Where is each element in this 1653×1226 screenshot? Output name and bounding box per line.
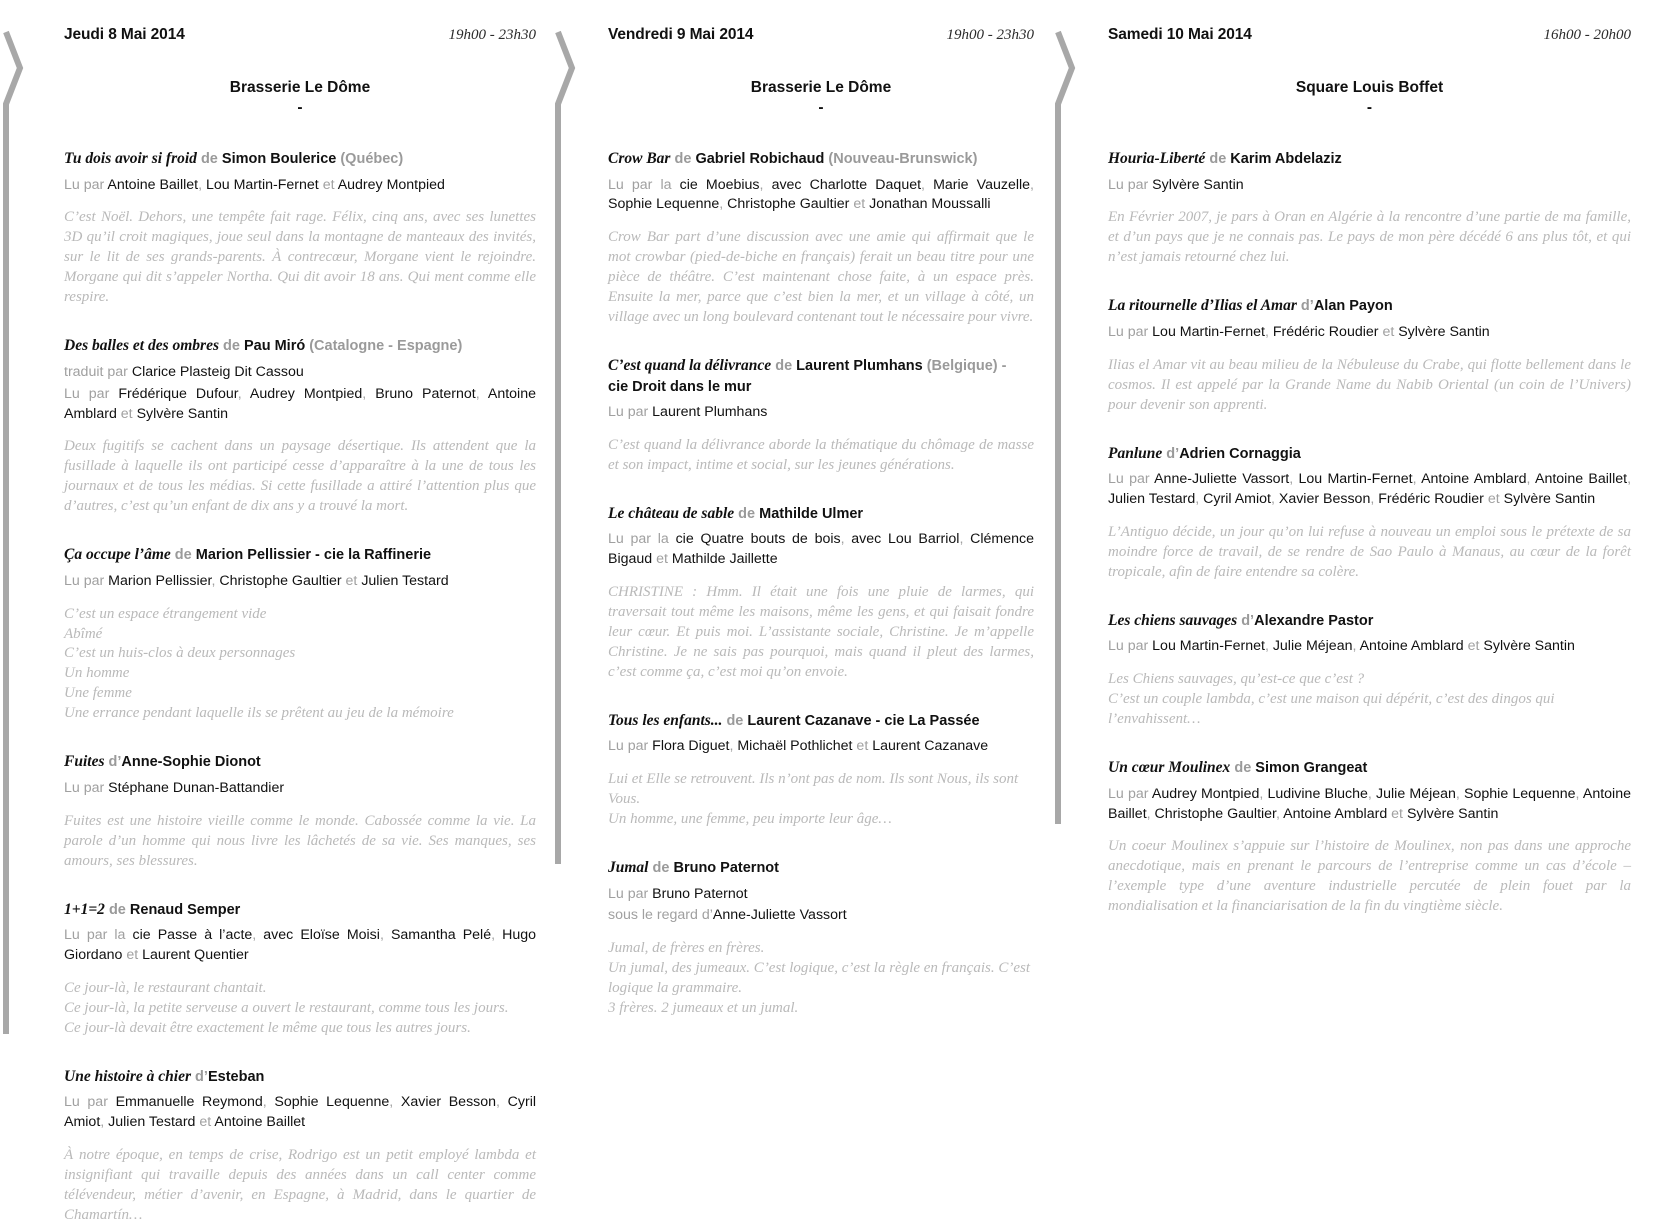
venue-dash: - [297,98,303,116]
entry-author: Adrien Cornaggia [1179,445,1301,462]
synopsis-line: Les Chiens sauvages, qu’est-ce que c’est ? [1108,671,1365,688]
credit-label: Lu par [64,176,108,193]
entry-synopsis: Deux fugitifs se cachent dans un paysage désertique. Ils attendent que la fusillade à laquelle ils ont participé cesse d’apparaître à la une de tous les journaux et de tous les médias. Si cette fusillade a attiré l’attention plus que d’autres, c’est qu’un enfant de dix ans y a trouvé la mort. [64,438,536,515]
entry-author: Simon Grangeat [1255,760,1368,777]
entry-title [608,711,1034,732]
entry-synopsis: Fuites est une histoire vieille comme le monde. Cabossée comme la vie. La parole d’un homme qui nous livre les lâchetés de sa vie. Ses manques, ses amours, ses blessures. [64,812,536,869]
entry-credit [1108,785,1631,825]
synopsis-line: Ce jour-là, le restaurant chantait. [64,979,267,996]
credit-label: Lu par la [608,531,676,548]
day-header [608,26,1034,44]
credit-label: traduit par [64,363,132,380]
entry-title [64,545,536,566]
program-entry [64,900,536,1039]
entry-origin: (Catalogne - Espagne) [305,338,463,355]
entry-credit [608,737,1034,757]
credit-label: sous le regard d’ [608,907,713,924]
entry-credit [608,176,1034,216]
credit-names: Stéphane Dunan-Battandier [108,779,285,796]
program-entry [64,149,536,308]
entry-play-title: Les chiens sauvages [1108,611,1238,629]
credit-label: Lu par [608,738,653,755]
entry-play-title: La ritournelle d’Ilias el Amar [1108,297,1297,315]
entry-credit [1108,176,1631,196]
entry-preposition: de [648,860,674,876]
entry-preposition: de [1230,760,1256,777]
entry-synopsis: À notre époque, en temps de crise, Rodrigo est un petit employé lambda et insignifiant qui travaille depuis des années dans un call center comme télévendeur, métier d’avenir, en Espagne, à Madrid, dans le quartier de Chamartín… [64,1147,536,1223]
credit-label: Lu par la [64,927,133,944]
program-entry [64,336,536,517]
entry-author: Marion Pellissier - cie la Raffinerie [195,547,432,564]
program-entry [608,711,1034,830]
entry-title [64,149,536,170]
entry-play-title: Fuites [64,753,105,771]
entry-play-title: C’est quand la délivrance [608,357,772,375]
entry-author: Renaud Semper [129,901,241,918]
entry-origin: (Nouveau-Brunswick) [824,150,978,167]
synopsis-line: Jumal, de frères en frères. [608,940,765,957]
entry-preposition: d’ [1237,612,1255,629]
program-entry [608,356,1034,476]
entry-author: Alan Payon [1313,298,1393,315]
venue-name: Brasserie Le Dôme [229,79,371,96]
entry-title [64,336,536,357]
entry-play-title: Crow Bar [608,149,671,167]
credit-label: Lu par la [608,176,680,193]
program-entry [1108,611,1631,730]
entry-credit [608,885,1034,905]
credit-names: cie Quatre bouts de bois, avec Lou Barriol, Clémence Bigaud et Mathilde Jaillette [608,531,1035,568]
program-entry [64,752,536,871]
synopsis-line: Ce jour-là devait être exactement le même que tous les autres jours. [64,1019,471,1036]
entry-synopsis [64,605,536,725]
column-content [30,26,552,1226]
column-divider [0,26,26,1036]
entry-preposition: de [104,901,130,918]
venue-block [64,78,536,116]
entry-title [1108,758,1631,779]
venue-name: Brasserie Le Dôme [750,79,892,96]
program-entry [64,545,536,724]
credit-names: Audrey Montpied, Ludivine Bluche, Julie Méjean, Sophie Lequenne, Antoine Baillet, Christophe Gaultier, Antoine Amblard et Sylvère Santin [1108,785,1631,822]
synopsis-line: Un homme, une femme, peu importe leur âge… [608,811,892,828]
entry-play-title: Houria-Liberté [1108,149,1206,167]
venue-name: Square Louis Boffet [1295,79,1444,96]
entry-title [1108,444,1631,465]
entry-synopsis [608,939,1034,1019]
entry-author: Esteban [207,1068,265,1085]
program-entry [1108,149,1631,268]
entry-synopsis: Ilias el Amar vit au beau milieu de la Nébuleuse du Crabe, qui flotte bellement dans le cosmos. Il est appelé par la Grande Name du Nabib Oriental (un coin de l’Univers) pour devenir son apprenti. [1108,356,1631,413]
credit-names: Frédérique Dufour, Audrey Montpied, Bruno Paternot, Antoine Amblard et Sylvère Santin [64,385,536,422]
entry-credit [1108,323,1631,343]
entry-preposition: de [722,712,748,729]
credit-label: Lu par [1108,785,1152,802]
program-entry [608,149,1034,328]
credit-label: Lu par [64,572,109,589]
synopsis-line: Une femme [64,685,132,702]
entry-preposition: de [670,150,696,167]
credit-label: Lu par [608,885,653,902]
entry-preposition: de [771,358,797,375]
entry-synopsis [1108,670,1631,730]
program-entry [608,858,1034,1019]
venue-dash: - [1366,98,1373,116]
entry-credit [608,530,1034,570]
credit-label: Lu par [64,385,119,402]
entry-author: Alexandre Pastor [1254,612,1374,629]
entry-credit [608,906,1034,926]
credit-names: Emmanuelle Reymond, Sophie Lequenne, Xavier Besson, Cyril Amiot, Julien Testard et Antoine Baillet [64,1094,536,1131]
synopsis-line: Ce jour-là, la petite serveuse a ouvert le restaurant, comme tous les jours. [64,999,509,1016]
synopsis-line: Lui et Elle se retrouvent. Ils n’ont pas de nom. Ils sont Nous, ils sont Vous. [608,771,1019,808]
day-date: Samedi 10 Mai 2014 [1108,26,1252,43]
synopsis-line: C’est un espace étrangement vide [64,605,267,622]
entry-title [64,1067,536,1088]
entry-credit [1108,637,1631,657]
entry-preposition: de [734,505,760,522]
entry-preposition: d’ [1162,445,1180,462]
entry-synopsis [608,770,1034,830]
entry-play-title: Tu dois avoir si froid [64,149,197,167]
day-time: 19h00 - 23h30 [946,27,1034,43]
entry-origin: (Belgique) - [922,358,1007,375]
entry-play-title: 1+1=2 [64,900,105,918]
day-column-friday [552,26,1052,1169]
entry-title [64,900,536,921]
entry-credit [64,385,536,425]
credit-names: Laurent Plumhans [652,403,768,420]
entry-title [608,149,1034,170]
entry-title [1108,611,1631,632]
entry-synopsis: C’est Noël. Dehors, une tempête fait rage. Félix, cinq ans, avec ses lunettes 3D qu’il croit magiques, joue seul dans la montagne de manteaux des invités, sur le lit de ses grands-parents. À contrecœur, Morgane vient le rejoindre. Morgane qui dit s’appeler Northa. Qui dit avoir 18 ans. Qui ment comme elle respire. [64,209,536,306]
entry-play-title: Jumal [608,859,649,876]
entry-preposition: de [170,547,196,564]
synopsis-line: C’est un huis-clos à deux personnages [64,645,296,662]
program-entry [1108,296,1631,415]
credit-names: cie Moebius, avec Charlotte Daquet, Marie Vauzelle, Sophie Lequenne, Christophe Gaultier et Jonathan Moussalli [608,176,1034,213]
entry-credit [64,926,536,966]
day-time: 19h00 - 23h30 [448,27,536,43]
entry-credit [608,403,1034,423]
program-entry [64,1067,536,1226]
entry-title [1108,149,1631,170]
day-column-thursday [0,26,552,1223]
program-entry [1108,758,1631,917]
synopsis-line: Une errance pendant laquelle ils se prêtent au jeu de la mémoire [64,705,454,722]
credit-label: Lu par [1108,176,1153,193]
synopsis-line: C’est un couple lambda, c’est une maison qui dépérit, c’est des dingos qui l’envahissent… [1108,691,1555,728]
credit-label: Lu par [1108,323,1153,340]
entry-synopsis: CHRISTINE : Hmm. Il était une fois une pluie de larmes, qui traversait tout même les maisons, même les gens, et qui faisait fondre leur cœur. Et puis moi. L’assistante sociale, Christine. Je m’appelle Christine. Je ne sais pas pourquoi, mais quand il pleut des larmes, c’est comme ça, c’est moi qu’on envoie. [608,584,1034,680]
credit-names: cie Passe à l’acte, avec Eloïse Moisi, Samantha Pelé, Hugo Giordano et Laurent Quentier [64,927,537,964]
entry-synopsis: C’est quand la délivrance aborde la thématique du chômage de masse et son impact, intime et social, sur les jeunes générations. [608,436,1034,473]
credit-label: Lu par [64,1094,116,1111]
entry-origin: (Québec) [336,150,404,167]
credit-label: Lu par [1108,471,1155,488]
entry-preposition: d’ [191,1068,208,1085]
entry-play-title: Tous les enfants... [608,711,723,729]
entry-title [64,752,536,773]
entry-author: Bruno Paternot [673,860,779,876]
credit-label: Lu par [1108,638,1153,655]
entry-title [608,858,1034,879]
credit-names: Sylvère Santin [1152,176,1244,193]
credit-label: Lu par [64,779,109,796]
day-column-saturday [1052,26,1653,1169]
entry-title [1108,296,1631,317]
entry-preposition: d’ [104,754,122,771]
credit-names: Antoine Baillet, Lou Martin-Fernet et Audrey Montpied [107,176,445,193]
entry-credit [64,1093,536,1133]
entry-play-title: Panlune [1108,444,1163,462]
entry-preposition: de [218,338,244,355]
synopsis-line: Abîmé [64,625,103,642]
credit-names: Anne-Juliette Vassort [712,907,847,924]
credit-names: Clarice Plasteig Dit Cassou [131,363,304,380]
entry-play-title: Des balles et des ombres [64,337,219,355]
entry-play-title: Ça occupe l’âme [64,546,171,564]
entry-author: Anne-Sophie Dionot [121,754,261,771]
entry-preposition: de [196,150,222,167]
credit-names: Lou Martin-Fernet, Julie Méjean, Antoine Amblard et Sylvère Santin [1152,638,1575,655]
entry-credit [64,176,536,196]
credit-label: Lu par [608,403,653,420]
entries-list [1108,149,1631,917]
entry-synopsis: En Février 2007, je pars à Oran en Algérie à la rencontre d’une partie de ma famille, et d’un pays que je ne connais pas. Le pays de mon père décédé 6 ans plus tôt, et qui n’est jamais retourné chez lui. [1108,209,1631,266]
venue-dash: - [818,98,824,116]
day-header [64,26,536,44]
credit-names: Flora Diguet, Michaël Pothlichet et Laurent Cazanave [652,738,989,755]
entry-credit [64,779,536,799]
entry-play-title: Le château de sable [608,504,735,522]
venue-block [1108,78,1631,116]
program-entry [1108,444,1631,583]
entry-preposition: de [1205,150,1231,167]
entry-synopsis: Un coeur Moulinex s’appuie sur l’histoire de Moulinex, non pas dans une approche anecdotique, mais en prenant le parcours de l’entreprise comme un cas d’école – l’exemple type d’une aventure industrielle percutée de plein fouet par la mondialisation et la financiarisation de la fin du vingtième siècle. [1108,838,1631,915]
entry-company: cie Droit dans le mur [608,378,752,395]
entries-list [608,149,1034,1019]
credit-names: Bruno Paternot [652,885,748,902]
credit-names: Lou Martin-Fernet, Frédéric Roudier et Sylvère Santin [1152,323,1490,340]
synopsis-line: Un jumal, des jumeaux. C’est logique, c’est la règle en français. C’est logique la grammaire. [608,960,1031,997]
entry-author: Mathilde Ulmer [759,505,864,522]
entry-author: Laurent Cazanave - cie La Passée [747,712,980,729]
entry-author: Pau Miró [243,338,306,355]
column-content [574,26,1052,1019]
day-header [1108,26,1631,44]
synopsis-line: Un homme [64,665,130,682]
entries-list [64,149,536,1226]
entry-credit [1108,470,1631,510]
program-entry [608,504,1034,683]
entry-synopsis [64,979,536,1039]
entry-synopsis: L’Antiguo décide, un jour qu’on lui refuse à nouveau un emploi sous le prétexte de sa moindre force de travail, de se rendre de Sao Paulo à Manaus, au cœur de la forêt tropicale, afin de faire entendre sa colère. [1108,523,1631,580]
day-date: Jeudi 8 Mai 2014 [64,26,185,43]
entry-play-title: Un cœur Moulinex [1108,759,1231,777]
entry-title [608,356,1034,397]
venue-block [608,78,1034,116]
entry-author: Gabriel Robichaud [695,150,825,167]
entry-play-title: Une histoire à chier [64,1067,192,1085]
entry-author: Simon Boulerice [221,150,337,167]
synopsis-line: 3 frères. 2 jumeaux et un jumal. [608,1000,799,1017]
entry-synopsis: Crow Bar part d’une discussion avec une amie qui affirmait que le mot crowbar (pied-de-biche en français) ferait un beau titre pour une pièce de théâtre. C’est maintenant chose faite, à un espace près. Ensuite la mer, parce que c’est bien la mer, et un village à côté, un village avec un long boulevard contenant tout le nécessaire pour vivre. [608,229,1034,326]
day-time: 16h00 - 20h00 [1543,27,1631,43]
entry-credit [64,572,536,592]
day-date: Vendredi 9 Mai 2014 [608,26,754,43]
entry-author: Karim Abdelaziz [1230,150,1342,167]
entry-preposition: d’ [1296,298,1314,315]
entry-title [608,504,1034,525]
credit-names: Marion Pellissier, Christophe Gaultier et Julien Testard [108,572,449,589]
column-content [1074,26,1653,917]
credit-names: Anne-Juliette Vassort, Lou Martin-Fernet, Antoine Amblard, Antoine Baillet, Julien Testard, Cyril Amiot, Xavier Besson, Frédéric Roudier et Sylvère Santin [1108,471,1632,508]
entry-credit [64,363,536,383]
entry-author: Laurent Plumhans [796,358,923,375]
